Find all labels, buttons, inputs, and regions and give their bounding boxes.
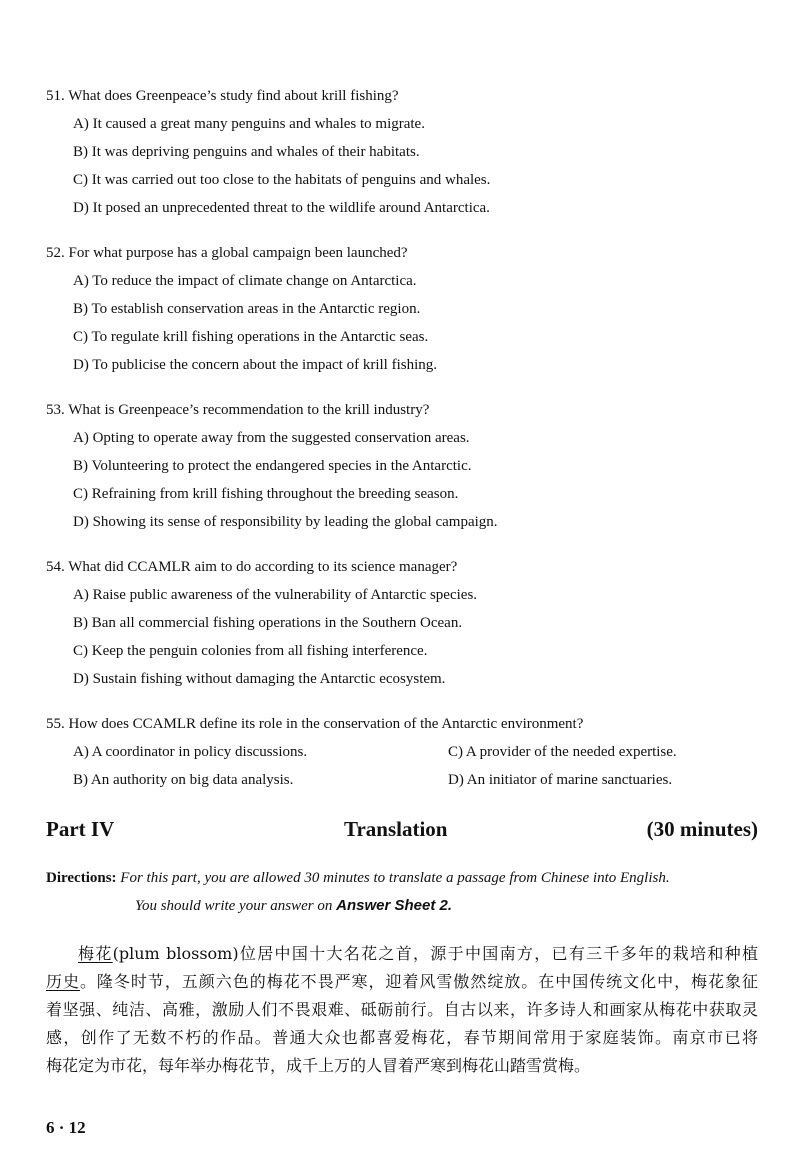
passage-line-3: 着坚强、纯洁、高雅，激励人们不畏艰难、砥砺前行。自古以来，许多诗人和画家从梅花中获取灵 [46,1000,758,1019]
passage-line-4: 感，创作了无数不朽的作品。普通大众也都喜爱梅花，春节期间常用于家庭装饰。南京市已将 [46,1028,758,1047]
option-b: B) An authority on big data analysis. [73,772,294,788]
option-c: C) It was carried out too close to the habitats of penguins and whales. [73,172,491,188]
option-c: C) Refraining from krill fishing throughout the breeding season. [73,486,459,502]
translation-passage [46,940,758,1080]
question-53 [46,396,766,536]
option-c: C) Keep the penguin colonies from all fishing interference. [73,643,428,659]
part-number: Part IV [46,817,115,841]
question-52 [46,239,766,379]
directions-label: Directions [46,870,112,886]
option-b: B) To establish conservation areas in the Antarctic region. [73,301,421,317]
question-stem: 51. What does Greenpeace’s study find about krill fishing? [46,88,399,104]
option-c: C) A provider of the needed expertise. [448,744,677,760]
question-stem: 54. What did CCAMLR aim to do according to its science manager? [46,559,458,575]
option-d: D) An initiator of marine sanctuaries. [448,772,673,788]
option-a: A) It caused a great many penguins and whales to migrate. [73,116,425,132]
question-54 [46,553,766,693]
option-a: A) A coordinator in policy discussions. [73,744,308,760]
directions-text: For this part, you are allowed 30 minutes to translate a passage from Chinese into English. [120,870,670,886]
option-d: D) To publicise the concern about the impact of krill fishing. [73,357,437,373]
directions [46,864,766,920]
directions-colon: : [111,870,117,886]
answer-sheet-ref: Answer Sheet 2. [336,897,453,914]
question-55 [46,710,766,794]
option-d: D) Sustain fishing without damaging the Antarctic ecosystem. [73,671,446,687]
option-a: A) Raise public awareness of the vulnerability of Antarctic species. [73,587,478,603]
option-a: A) Opting to operate away from the suggested conservation areas. [73,430,470,446]
directions-text-2: You should write your answer on [135,898,333,914]
option-d: D) It posed an unprecedented threat to the wildlife around Antarctica. [73,200,490,216]
option-c: C) To regulate krill fishing operations in the Antarctic seas. [73,329,429,345]
option-a: A) To reduce the impact of climate change on Antarctica. [73,273,417,289]
passage-line-2-text: 。隆冬时节，五颜六色的梅花不畏严寒，迎着风雪傲然绽放。在中国传统文化中，梅花象征 [79,972,758,991]
question-stem: 53. What is Greenpeace’s recommendation to the krill industry? [46,402,430,418]
passage-line-1 [46,940,758,968]
option-grid [46,738,766,794]
option-b: B) Volunteering to protect the endangered species in the Antarctic. [73,458,472,474]
passage-underlined-word: 历史 [46,972,80,991]
part-header [46,812,758,846]
option-d: D) Showing its sense of responsibility by leading the global campaign. [73,514,498,530]
passage-line-1-text: (plum blossom)位居中国十大名花之首，源于中国南方，已有三千多年的栽培和种植 [112,944,758,963]
part-title: Translation [344,817,448,841]
option-b: B) It was depriving penguins and whales of their habitats. [73,144,420,160]
question-stem: 52. For what purpose has a global campaign been launched? [46,245,408,261]
question-stem: 55. How does CCAMLR define its role in the conservation of the Antarctic environment? [46,716,584,732]
part-time: (30 minutes) [646,817,758,841]
page-number: 6 · 12 [46,1118,86,1137]
passage-keyword: 梅花 [78,944,113,963]
question-51 [46,82,766,222]
option-b: B) Ban all commercial fishing operations in the Southern Ocean. [73,615,463,631]
passage-line-5: 梅花定为市花，每年举办梅花节，成千上万的人冒着严寒到梅花山踏雪赏梅。 [46,1056,591,1075]
passage-line-2 [46,968,758,996]
